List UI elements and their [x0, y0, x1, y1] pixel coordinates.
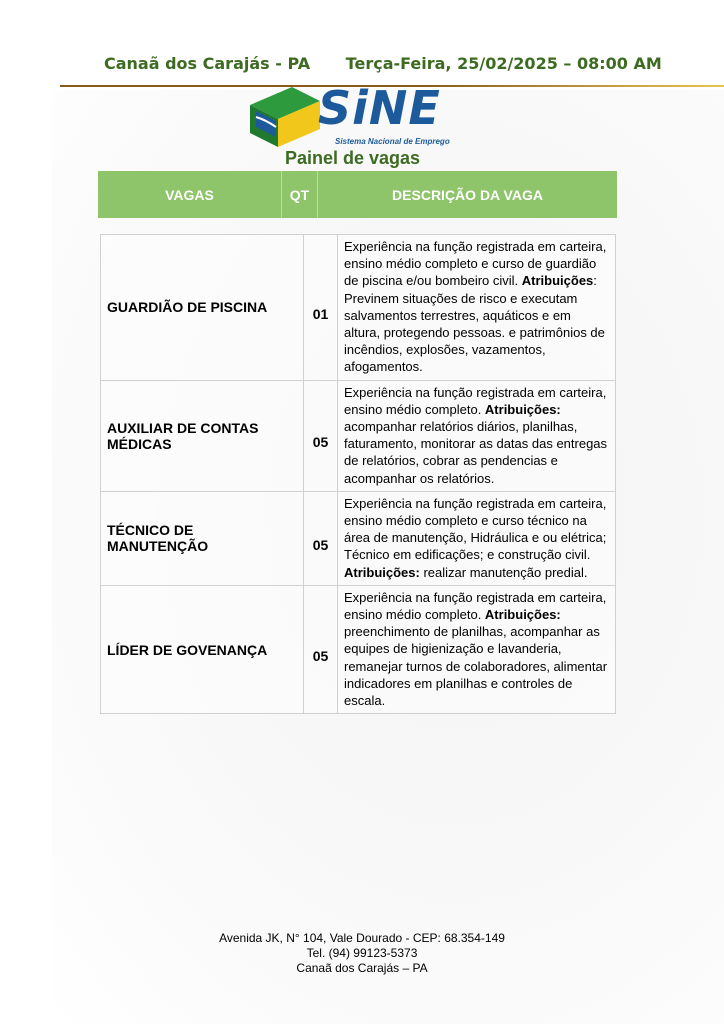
logo-subtitle: Sistema Nacional de Emprego — [335, 137, 450, 146]
footer-address: Avenida JK, N° 104, Vale Dourado - CEP: 68.354-149 — [219, 931, 505, 945]
qt-cell: 01 — [304, 235, 338, 381]
page-footer — [0, 931, 724, 976]
table-row — [101, 585, 616, 713]
description-cell — [338, 585, 616, 713]
qt-cell: 05 — [304, 491, 338, 585]
page-title: Painel de vagas — [285, 148, 421, 168]
attributions-text: acompanhar relatórios diários, planilhas, faturamento, monitorar as datas das entregas de relatórios, cobrar as pendencias e acompanhar os relatórios. — [344, 419, 608, 486]
page-header — [104, 54, 662, 73]
description-cell — [338, 380, 616, 491]
attributions-label: Atribuições: — [344, 564, 420, 580]
col-header-vagas: VAGAS — [98, 171, 282, 218]
footer-phone: Tel. (94) 99123-5373 — [306, 946, 418, 960]
footer-city: Canaã dos Carajás – PA — [296, 961, 428, 975]
logo-wordmark: SiNE — [318, 81, 441, 135]
vacancies-table — [100, 234, 616, 714]
col-header-qt: QT — [282, 171, 318, 218]
description-cell — [338, 491, 616, 585]
attributions-label: Atribuições: — [484, 401, 561, 417]
sine-logo — [250, 81, 450, 149]
role-cell: GUARDIÃO DE PISCINA — [101, 235, 304, 381]
table-row — [101, 235, 616, 381]
header-location: Canaã dos Carajás - PA — [104, 54, 311, 73]
table-header — [98, 171, 617, 218]
attributions-text: realizar manutenção predial. — [419, 564, 588, 580]
attributions-label: Atribuições — [521, 273, 594, 289]
qt-cell: 05 — [304, 380, 338, 491]
requirements-text: Experiência na função registrada em carteira, ensino médio completo. — [344, 589, 607, 623]
requirements-text: Experiência na função registrada em carteira, ensino médio completo e curso técnico na área de manutenção, Hidráulica e ou elétrica; Técnico em edificações; e construção civil. — [344, 495, 607, 563]
role-cell: AUXILIAR DE CONTAS MÉDICAS — [101, 380, 304, 491]
attributions-text: preenchimento de planilhas, acompanhar as equipes de higienização e lavanderia, remanejar turnos de colaboradores, alimentar indicadores em planilhas e controles de escala. — [344, 624, 608, 709]
requirements-text: Experiência na função registrada em carteira, ensino médio completo. — [344, 384, 607, 417]
header-datetime: Terça-Feira, 25/02/2025 – 08:00 AM — [345, 54, 662, 73]
requirements-text: Experiência na função registrada em carteira, ensino médio completo e curso de guardião de piscina e/ou bombeiro civil. — [344, 239, 607, 289]
role-cell: TÉCNICO DE MANUTENÇÃO — [101, 491, 304, 585]
description-cell — [338, 235, 616, 381]
attributions-label: Atribuições: — [484, 607, 561, 623]
role-cell: LÍDER DE GOVENANÇA — [101, 585, 304, 713]
col-header-descricao: DESCRIÇÃO DA VAGA — [392, 186, 543, 203]
table-row — [101, 491, 616, 585]
table-row — [101, 380, 616, 491]
attributions-text: : Previnem situações de risco e executam salvamentos terrestres, aquáticos e em altura, protegendo pessoas. e patrimônios de incêndios, explosões, vazamentos, afogamentos. — [344, 273, 605, 375]
qt-cell: 05 — [304, 585, 338, 713]
brazil-flag-icon — [250, 87, 320, 147]
